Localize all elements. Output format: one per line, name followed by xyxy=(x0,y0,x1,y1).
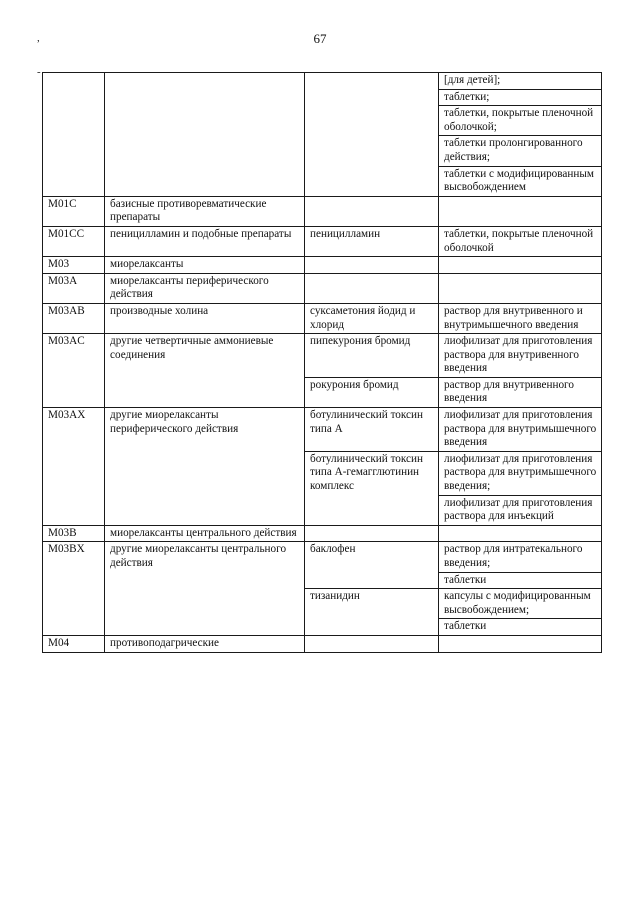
table-row xyxy=(43,273,602,303)
atc-code-cell: M03A xyxy=(43,273,105,303)
group-name-cell: базисные противоревматические препараты xyxy=(105,196,305,226)
drug-name-cell xyxy=(305,196,439,226)
group-name-cell: миорелаксанты xyxy=(105,257,305,274)
drug-name-cell: пипекурония бромид xyxy=(305,334,439,378)
dosage-form-cell: [для детей]; xyxy=(439,73,602,90)
atc-code-cell: M01CC xyxy=(43,226,105,256)
dosage-form-cell: раствор для внутривенного введения xyxy=(439,377,602,407)
drug-name-cell xyxy=(305,73,439,197)
dosage-form-cell: лиофилизат для приготовления раствора для внутримышечного введения; xyxy=(439,451,602,495)
margin-mark: , xyxy=(37,32,40,44)
dosage-form-cell: таблетки xyxy=(439,572,602,589)
atc-code-cell: M03BX xyxy=(43,542,105,636)
drug-name-cell xyxy=(305,257,439,274)
dosage-form-cell xyxy=(439,635,602,652)
page-number: 67 xyxy=(313,31,327,46)
dosage-form-cell: раствор для интратекального введения; xyxy=(439,542,602,572)
group-name-cell: пеницилламин и подобные препараты xyxy=(105,226,305,256)
drug-name-cell: ботулинический токсин типа А-гемагглютинин комплекс xyxy=(305,451,439,525)
drug-name-cell xyxy=(305,273,439,303)
dosage-form-cell: таблетки, покрытые пленочной оболочкой xyxy=(439,226,602,256)
drug-name-cell: тизанидин xyxy=(305,589,439,636)
dosage-form-cell xyxy=(439,257,602,274)
table-row xyxy=(43,73,602,90)
group-name-cell: противоподагрические xyxy=(105,635,305,652)
table-row xyxy=(43,408,602,452)
dosage-form-cell: таблетки пролонгированного действия; xyxy=(439,136,602,166)
table-row xyxy=(43,525,602,542)
drug-name-cell: рокурония бромид xyxy=(305,377,439,407)
drug-name-cell xyxy=(305,635,439,652)
drug-name-cell xyxy=(305,525,439,542)
table-row xyxy=(43,257,602,274)
dosage-form-cell: лиофилизат для приготовления раствора для инъекций xyxy=(439,495,602,525)
drug-name-cell: суксаметония йодид и хлорид xyxy=(305,303,439,333)
dosage-form-cell: таблетки, покрытые пленочной оболочкой; xyxy=(439,106,602,136)
group-name-cell: миорелаксанты периферического действия xyxy=(105,273,305,303)
margin-mark: - xyxy=(37,66,41,78)
dosage-form-cell: таблетки xyxy=(439,619,602,636)
dosage-form-cell: таблетки; xyxy=(439,89,602,106)
dosage-form-cell: лиофилизат для приготовления раствора для внутримышечного введения xyxy=(439,408,602,452)
dosage-form-cell: раствор для внутривенного и внутримышечного введения xyxy=(439,303,602,333)
group-name-cell: другие миорелаксанты центрального действия xyxy=(105,542,305,636)
dosage-form-cell: лиофилизат для приготовления раствора для внутривенного введения xyxy=(439,334,602,378)
group-name-cell: производные холина xyxy=(105,303,305,333)
dosage-form-cell: таблетки с модифицированным высвобождением xyxy=(439,166,602,196)
atc-code-cell: M01C xyxy=(43,196,105,226)
table-row xyxy=(43,196,602,226)
dosage-form-cell xyxy=(439,196,602,226)
drug-name-cell: баклофен xyxy=(305,542,439,589)
dosage-form-cell xyxy=(439,525,602,542)
group-name-cell: миорелаксанты центрального действия xyxy=(105,525,305,542)
table-row xyxy=(43,635,602,652)
dosage-form-cell xyxy=(439,273,602,303)
atc-code-cell: M03 xyxy=(43,257,105,274)
table-row xyxy=(43,303,602,333)
table-row xyxy=(43,542,602,572)
table-row xyxy=(43,226,602,256)
atc-code-cell: M03AX xyxy=(43,408,105,526)
atc-code-cell: M03B xyxy=(43,525,105,542)
group-name-cell: другие миорелаксанты периферического действия xyxy=(105,408,305,526)
drug-name-cell: пеницилламин xyxy=(305,226,439,256)
table-row xyxy=(43,334,602,378)
drug-name-cell: ботулинический токсин типа А xyxy=(305,408,439,452)
atc-code-cell: M03AB xyxy=(43,303,105,333)
atc-code-cell: M03AC xyxy=(43,334,105,408)
atc-code-cell: M04 xyxy=(43,635,105,652)
drug-registry-table xyxy=(42,72,602,653)
group-name-cell: другие четвертичные аммониевые соединения xyxy=(105,334,305,408)
group-name-cell xyxy=(105,73,305,197)
atc-code-cell xyxy=(43,73,105,197)
dosage-form-cell: капсулы с модифицированным высвобождением; xyxy=(439,589,602,619)
